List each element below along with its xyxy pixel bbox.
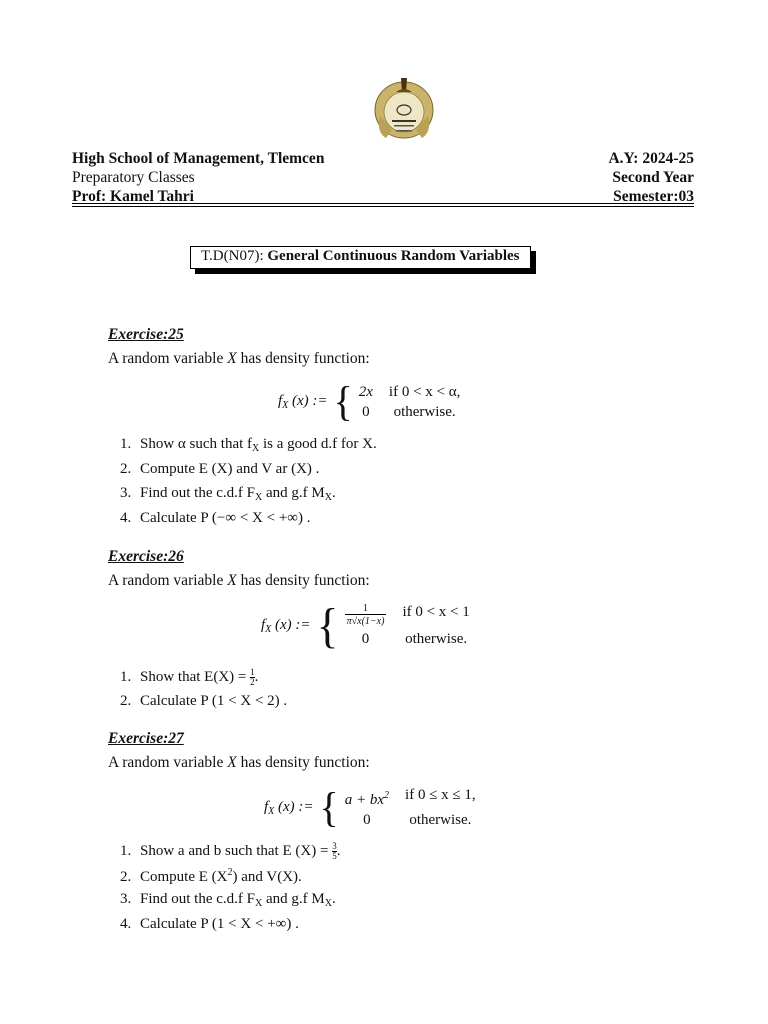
header-rule-top xyxy=(72,203,694,204)
exercise-26-questions xyxy=(120,668,287,717)
school-seal-logo xyxy=(372,72,436,142)
header-left xyxy=(72,149,324,206)
exercise-25-heading: Exercise:25 xyxy=(108,326,184,343)
list-item: 4. Calculate P (−∞ < X < +∞) . xyxy=(120,509,311,526)
list-item: 3. Find out the c.d.f $F_X$ and g.f $M_X$. xyxy=(120,485,336,503)
exercise-26-heading: Exercise:26 xyxy=(108,548,184,565)
professor-name: Prof: Kamel Tahri xyxy=(72,188,194,205)
header-rule-bottom xyxy=(72,206,694,207)
title-main: General Continuous Random Variables xyxy=(267,248,520,264)
list-item: 2. Compute E $(X^2)$ and V(X). xyxy=(120,866,302,885)
exercise-25-density-formula: $f_X$ (x) := { 2x if 0 < x < α, 0 otherwise. xyxy=(278,377,461,426)
list-item: 2. Compute E (X) and V ar (X) . xyxy=(120,460,320,477)
exercise-25-intro: A random variable X has density function: xyxy=(108,350,370,367)
school-name: High School of Management, Tlemcen xyxy=(72,150,325,167)
exercise-27-heading: Exercise:27 xyxy=(108,730,184,747)
list-item: 2. Calculate P (1 < X < 2) . xyxy=(120,692,288,709)
exercise-25-questions xyxy=(120,436,377,534)
exercise-27-questions xyxy=(120,842,340,940)
list-item: 1. Show α such that $f_X$ is a good d.f for X. xyxy=(120,436,377,454)
exercise-26-density-formula: $f_X$ (x) := { $\frac{1}{\pi√x(1-x)}$ if 0 < x < 1 0 otherwise. xyxy=(261,598,470,653)
list-item: 4. Calculate P (1 < X < +∞) . xyxy=(120,915,299,932)
list-item: 1. Show a and b such that E (X) = $\frac{3}{5}$ . xyxy=(120,841,341,861)
program-name: Preparatory Classes xyxy=(72,169,195,186)
list-item: 1. Show that E(X) = $\frac{1}{2}$ . xyxy=(120,667,259,687)
header-right xyxy=(608,149,694,206)
semester: Semester:03 xyxy=(613,188,694,205)
study-year: Second Year xyxy=(612,169,694,186)
exercise-27-density-formula: $f_X$ (x) := { $a + bx^2$ if 0 ≤ x ≤ 1, 0 otherwise. xyxy=(264,783,476,832)
exercise-27-intro: A random variable X has density function: xyxy=(108,754,370,771)
academic-year: A.Y: 2024-25 xyxy=(608,150,694,167)
title-prefix: T.D(N07): xyxy=(201,248,268,264)
exercise-26-intro: A random variable X has density function: xyxy=(108,572,370,589)
list-item: 3. Find out the c.d.f $F_X$ and g.f $M_X$. xyxy=(120,891,336,909)
title-box xyxy=(190,246,531,269)
